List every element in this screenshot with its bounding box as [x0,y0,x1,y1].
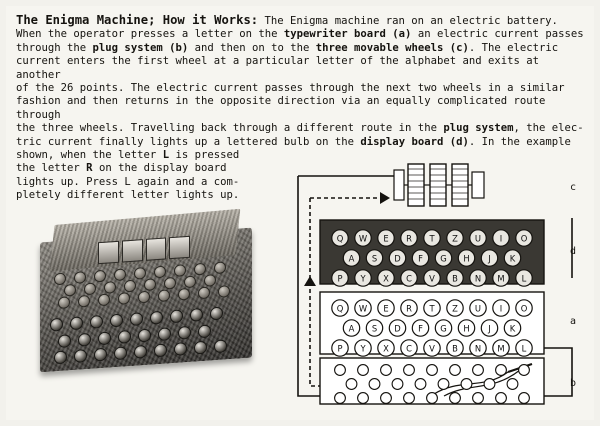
machine-lamp [78,295,90,308]
plugboard-socket[interactable] [461,379,472,390]
plugboard-socket[interactable] [473,365,484,376]
keyboard-key-label: O [520,303,528,314]
machine-key [190,308,203,322]
keyboard-key-label: Z [452,303,458,314]
article-line-3: through the plug system (b) and then on to the three movable wheels (c). The electric [16,41,559,54]
article-line-8: tric current finally lights up a lettered bulb on the display board (d). In the example [16,135,571,148]
machine-lamp [164,277,176,290]
plugboard-socket[interactable] [519,365,530,376]
enigma-circuit-diagram [284,158,584,408]
plugboard-socket[interactable] [450,365,461,376]
page-title: The Enigma Machine; How it Works: [16,13,259,27]
machine-key [90,315,103,329]
machine-lamp [218,285,230,298]
article-line-10: the letter R on the display board [16,162,227,175]
display-lamp-label: A [348,253,355,264]
machine-key [214,339,227,353]
keyboard-key-label: F [418,323,423,334]
machine-lamp [74,271,86,284]
machine-key [170,309,183,323]
machine-lamp [178,288,190,301]
plugboard-socket[interactable] [346,379,357,390]
arrow-left-up [304,276,316,286]
plugboard-socket[interactable] [404,393,415,404]
machine-lamp [184,275,196,288]
reflector [472,172,484,198]
machine-lamp [94,270,106,283]
plugboard-socket[interactable] [392,379,403,390]
keyboard-key-label: C [406,343,412,354]
keyboard-key-label: G [440,323,447,334]
keyboard-key-label: N [474,343,482,354]
machine-key [78,333,91,347]
machine-key [98,331,111,345]
machine-lamp [158,289,170,302]
plugboard-socket[interactable] [381,365,392,376]
machine-lamp [114,268,126,281]
diagram-label-wheels: c [570,182,577,193]
plugboard-socket[interactable] [335,365,346,376]
machine-lamp [134,267,146,280]
plugboard-socket[interactable] [358,393,369,404]
display-lamp-label: C [406,273,412,284]
display-lamp-label: G [440,253,447,264]
display-lamp-label: F [418,253,423,264]
display-lamp-label: J [488,253,491,264]
machine-lamp [214,261,226,274]
keyboard-key-label: E [383,303,389,314]
machine-lamp [84,282,96,295]
machine-key [210,307,223,321]
display-lamp-label: B [452,273,458,284]
keyboard-key-label: W [358,303,368,314]
rotor-3 [452,164,468,206]
machine-key [114,346,127,360]
machine-key [70,316,83,330]
article-line-9: shown, when the letter L is pressed [16,149,240,162]
keyboard-key-label: R [406,303,412,314]
machine-key [198,324,211,338]
keyboard-key-label: X [383,343,389,354]
machine-key [58,334,71,348]
rotor-wheel [122,239,143,262]
plugboard-socket[interactable] [507,379,518,390]
plugboard-socket[interactable] [496,365,507,376]
diagram-label-plugboard: b [570,378,577,389]
display-lamp-label: H [463,253,470,264]
display-lamp-label: M [497,273,505,284]
display-lamp-label: R [406,233,412,244]
machine-lamp [118,292,130,305]
keyboard-key-label: J [488,323,491,334]
plugboard-socket[interactable] [427,365,438,376]
keyboard-key-label: U [474,303,482,314]
machine-key [150,311,163,325]
machine-lamp [204,274,216,287]
plugboard-socket[interactable] [404,365,415,376]
keyboard-key-label: T [429,303,435,314]
machine-key [110,314,123,328]
machine-key [154,343,167,357]
keyboard-key-label: P [337,343,343,354]
article-line-12: pletely different letter lights up. [16,189,240,202]
display-lamp-label: S [371,253,378,264]
machine-key [50,318,63,332]
rotor-2 [430,164,446,206]
keyboard-key-label: V [429,343,435,354]
machine-lamp [98,293,110,306]
plugboard-socket[interactable] [473,393,484,404]
plugboard-socket[interactable] [335,393,346,404]
rotor-wheel [146,237,167,260]
article-line-11: lights up. Press L again and a com- [16,175,240,188]
plugboard-socket[interactable] [450,393,461,404]
display-lamp-label: P [337,273,343,284]
display-lamp-label: W [358,233,368,244]
machine-key [118,330,131,344]
machine-key [94,348,107,362]
article-line-1 [16,14,586,28]
plugboard-socket[interactable] [369,379,380,390]
diagram-label-keyboard: a [570,316,577,327]
display-lamp-label: N [474,273,482,284]
article-line-1-text: The Enigma machine ran on an electric battery. [264,15,558,27]
machine-key [174,342,187,356]
page-inner [6,6,594,420]
article-line-7: the three wheels. Travelling back through a different route in the plug system, the elec- [16,122,584,135]
machine-lamp [138,291,150,304]
display-lamp-label: Q [336,233,344,244]
machine-key [54,350,67,364]
rotor-1 [408,164,424,206]
machine-lamp [58,296,70,309]
keyboard-key-label: L [521,343,527,354]
article-line-6: fashion and then returns in the opposite direction via an equally complicated route through [16,95,546,121]
machine-lamp [54,273,66,286]
keyboard-key-label: D [394,323,401,334]
keyboard-key-label: H [463,323,470,334]
keyboard-key-label: A [348,323,355,334]
display-lamp-label: K [509,253,516,264]
arrow-top [380,192,390,204]
display-lamp-label: O [520,233,528,244]
machine-key [194,341,207,355]
display-lamp-label: L [521,273,527,284]
machine-key [134,345,147,359]
machine-lamp [154,266,166,279]
keyboard-key-label: Q [336,303,344,314]
display-lamp-label: D [394,253,401,264]
keyboard-key-label: B [452,343,458,354]
plugboard-socket[interactable] [427,393,438,404]
article-line-5: of the 26 points. The electric current passes through the next two wheels in a similar [16,82,565,95]
plugboard-socket[interactable] [358,365,369,376]
machine-lamp [124,280,136,293]
machine-lamp [144,278,156,291]
display-lamp-label: Y [360,273,366,284]
keyboard-key-label: M [497,343,505,354]
rotor-entry [394,170,404,200]
enigma-machine-photo [36,211,258,389]
machine-key [130,312,143,326]
plugboard-socket[interactable] [496,393,507,404]
article-line-2: When the operator presses a letter on the typewriter board (a) an electric current passes [16,28,584,41]
plugboard-socket[interactable] [438,379,449,390]
machine-lamp [64,284,76,297]
display-lamp-label: V [429,273,435,284]
keyboard-key-label: I [499,303,503,314]
rotor-wheel [169,236,190,259]
machine-key [138,329,151,343]
display-lamp-label: X [383,273,389,284]
display-lamp-label: U [474,233,482,244]
machine-lamp [104,281,116,294]
rotor-wheel [98,241,119,264]
keyboard-key-label: K [509,323,516,334]
display-lamp-label: T [429,233,435,244]
plugboard-socket[interactable] [415,379,426,390]
diagram-label-display-board: d [570,246,577,257]
machine-lamp [194,263,206,276]
machine-key [74,349,87,363]
rotor-assembly [394,164,484,206]
machine-lamp [174,264,186,277]
article-line-4: current enters the first wheel at a particular letter of the alphabet and exits at another [16,55,539,81]
machine-key [158,327,171,341]
plugboard-socket[interactable] [484,379,495,390]
machine-lamp [198,286,210,299]
machine-key [178,326,191,340]
diagram-svg [284,158,584,408]
display-lamp-label: I [499,233,503,244]
keyboard-key-label: Y [360,343,366,354]
display-lamp-label: Z [452,233,458,244]
plugboard-socket[interactable] [519,393,530,404]
plugboard-socket[interactable] [381,393,392,404]
display-lamp-label: E [383,233,389,244]
keyboard-key-label: S [371,323,378,334]
